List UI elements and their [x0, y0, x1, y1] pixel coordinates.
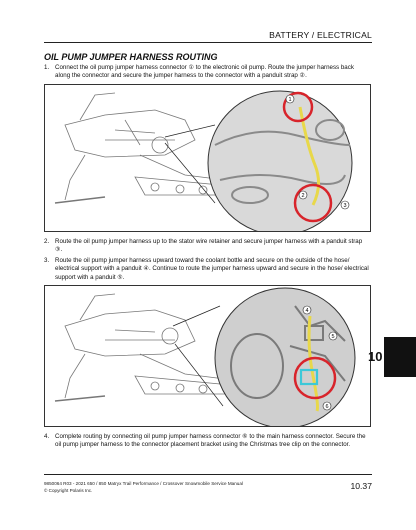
step-number: 2.	[44, 238, 50, 245]
step-number: 1.	[44, 64, 50, 71]
callout-label: 4	[305, 308, 309, 314]
chapter-number: 10	[368, 349, 383, 364]
figure-1	[44, 84, 371, 232]
step-text: Route the oil pump jumper harness upward toward the coolant bottle and secure on the outside of the hose/ electrical support with a panduit ④. Continue to route the jumper harness upward and secure in the hose/ electrical support with a panduit ⑤.	[55, 257, 369, 281]
step-text: Connect the oil pump jumper harness connector ① to the electronic oil pump. Route the jumper harness back along the connector and secure the jumper harness to the connector with a panduit strap ②.	[55, 64, 354, 80]
step-number: 3.	[44, 257, 50, 264]
step-2	[44, 238, 369, 255]
page-header-title: BATTERY / ELECTRICAL	[269, 30, 372, 40]
footer-copyright: © Copyright Polaris Inc.	[44, 488, 93, 493]
snowmobile-harness-illustration	[45, 85, 370, 231]
callout-label: 1	[288, 97, 292, 103]
callout-label: 6	[325, 404, 329, 410]
callout-label: 5	[331, 334, 335, 340]
step-number: 4.	[44, 433, 50, 440]
chapter-tab	[384, 337, 416, 377]
footer-divider	[44, 474, 372, 475]
callout-label: 3	[343, 203, 347, 209]
step-3	[44, 257, 369, 282]
step-1	[44, 64, 369, 81]
footer-manual-title: 9850064 R03 - 2021 650 / 850 Matryx Trail Performance / Crossover Snowmobile Service Manual	[44, 481, 243, 486]
step-text: Route the oil pump jumper harness up to the stator wire retainer and secure jumper harness with a panduit strap ③.	[55, 238, 363, 254]
step-4	[44, 433, 369, 450]
callout-label: 2	[301, 193, 305, 199]
snowmobile-harness-illustration	[45, 286, 370, 426]
section-title: OIL PUMP JUMPER HARNESS ROUTING	[44, 52, 218, 62]
page-number: 10.37	[350, 481, 372, 491]
header-divider	[44, 42, 372, 43]
step-text: Complete routing by connecting oil pump jumper harness connector ⑥ to the main harness connector. Secure the oil pump jumper harness to the connector placement bracket using the Christmas tree clip on the connector.	[55, 433, 366, 449]
figure-2	[44, 285, 371, 427]
